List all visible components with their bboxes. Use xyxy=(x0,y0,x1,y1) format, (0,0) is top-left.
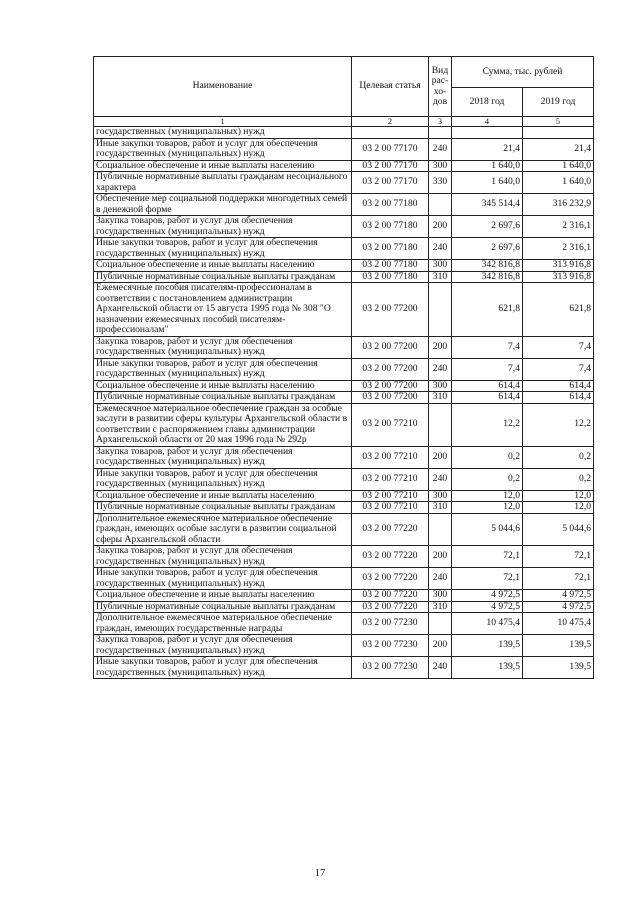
row-sum-2018: 5 044,6 xyxy=(452,513,523,546)
row-sum-2019: 621,8 xyxy=(523,283,594,337)
row-name: Публичные нормативные социальные выплаты гражданам xyxy=(94,502,352,514)
row-sum-2019: 0,2 xyxy=(523,446,594,468)
row-target-article: 03 2 00 77220 xyxy=(352,546,429,568)
row-sum-2018: 0,2 xyxy=(452,446,523,468)
row-sum-2019: 139,5 xyxy=(523,657,594,679)
row-sum-2018: 72,1 xyxy=(452,568,523,590)
row-target-article: 03 2 00 77170 xyxy=(352,160,429,172)
row-expense-type: 310 xyxy=(429,601,452,613)
row-sum-2019: 1 640,0 xyxy=(523,160,594,172)
row-expense-type: 300 xyxy=(429,160,452,172)
table-row xyxy=(94,468,594,490)
row-name: Публичные нормативные выплаты гражданам несоциального характера xyxy=(94,172,352,194)
table-row xyxy=(94,238,594,260)
table-row xyxy=(94,657,594,679)
row-name: Закупка товаров, работ и услуг для обеспечения государственных (муниципальных) нужд xyxy=(94,446,352,468)
table-row xyxy=(94,546,594,568)
row-expense-type xyxy=(429,283,452,337)
row-target-article: 03 2 00 77210 xyxy=(352,403,429,446)
row-name: государственных (муниципальных) нужд xyxy=(94,127,352,139)
row-sum-2018: 4 972,5 xyxy=(452,601,523,613)
header-target-article: Целевая статья xyxy=(352,57,429,117)
row-target-article: 03 2 00 77220 xyxy=(352,568,429,590)
row-target-article: 03 2 00 77230 xyxy=(352,613,429,635)
row-name: Иные закупки товаров, работ и услуг для обеспечения государственных (муниципальных) нужд xyxy=(94,138,352,160)
row-expense-type: 240 xyxy=(429,138,452,160)
row-expense-type: 200 xyxy=(429,216,452,238)
row-expense-type: 310 xyxy=(429,392,452,404)
table-row xyxy=(94,283,594,337)
row-target-article: 03 2 00 77180 xyxy=(352,238,429,260)
row-target-article: 03 2 00 77220 xyxy=(352,590,429,602)
row-target-article: 03 2 00 77180 xyxy=(352,216,429,238)
row-expense-type: 240 xyxy=(429,358,452,380)
table-row xyxy=(94,216,594,238)
table-row xyxy=(94,403,594,446)
row-expense-type: 240 xyxy=(429,657,452,679)
row-target-article: 03 2 00 77200 xyxy=(352,392,429,404)
row-sum-2018: 12,0 xyxy=(452,490,523,502)
row-sum-2018: 12,0 xyxy=(452,502,523,514)
row-sum-2018: 10 475,4 xyxy=(452,613,523,635)
row-name: Социальное обеспечение и иные выплаты населению xyxy=(94,160,352,172)
row-expense-type: 310 xyxy=(429,502,452,514)
row-name: Дополнительное ежемесячное материальное обеспечение граждан, имеющих особые заслуги в развитии социальной сферы Архангельской области xyxy=(94,513,352,546)
row-target-article: 03 2 00 77210 xyxy=(352,490,429,502)
row-sum-2018: 342 816,8 xyxy=(452,260,523,272)
row-target-article: 03 2 00 77200 xyxy=(352,380,429,392)
table-row xyxy=(94,127,594,139)
row-sum-2019: 4 972,5 xyxy=(523,601,594,613)
header-year-2018: 2018 год xyxy=(452,88,523,117)
row-target-article: 03 2 00 77210 xyxy=(352,468,429,490)
row-name: Ежемесячное материальное обеспечение граждан за особые заслуги в развитии сферы культуры Архангельской области в соответствии с распоряжением главы администрации Архангельской области от 20 мая 1996 года № 292р xyxy=(94,403,352,446)
row-name: Дополнительное ежемесячное материальное обеспечение граждан, имеющих государственные награды xyxy=(94,613,352,635)
table-row xyxy=(94,635,594,657)
row-expense-type: 330 xyxy=(429,172,452,194)
row-expense-type: 300 xyxy=(429,490,452,502)
table-row xyxy=(94,490,594,502)
budget-table xyxy=(93,56,594,679)
row-sum-2018: 7,4 xyxy=(452,336,523,358)
table-row xyxy=(94,392,594,404)
row-target-article: 03 2 00 77180 xyxy=(352,271,429,283)
row-expense-type: 200 xyxy=(429,546,452,568)
table-row xyxy=(94,194,594,216)
table-row xyxy=(94,271,594,283)
row-sum-2019: 12,0 xyxy=(523,490,594,502)
table-body xyxy=(94,127,594,679)
row-expense-type: 240 xyxy=(429,238,452,260)
row-expense-type: 200 xyxy=(429,446,452,468)
row-target-article: 03 2 00 77180 xyxy=(352,260,429,272)
row-sum-2018: 7,4 xyxy=(452,358,523,380)
table-row xyxy=(94,502,594,514)
row-target-article: 03 2 00 77220 xyxy=(352,513,429,546)
row-name: Социальное обеспечение и иные выплаты населению xyxy=(94,590,352,602)
table-row xyxy=(94,138,594,160)
row-expense-type: 310 xyxy=(429,271,452,283)
row-sum-2018: 345 514,4 xyxy=(452,194,523,216)
row-sum-2018: 0,2 xyxy=(452,468,523,490)
table-row xyxy=(94,172,594,194)
column-numbers-row xyxy=(94,117,594,127)
row-sum-2018: 12,2 xyxy=(452,403,523,446)
row-sum-2018: 139,5 xyxy=(452,635,523,657)
row-expense-type: 240 xyxy=(429,568,452,590)
table-row xyxy=(94,590,594,602)
row-sum-2019: 10 475,4 xyxy=(523,613,594,635)
row-target-article xyxy=(352,127,429,139)
row-expense-type xyxy=(429,513,452,546)
row-expense-type: 240 xyxy=(429,468,452,490)
column-number: 1 xyxy=(94,117,352,127)
table-row xyxy=(94,568,594,590)
row-sum-2018: 342 816,8 xyxy=(452,271,523,283)
column-number: 5 xyxy=(523,117,594,127)
row-name: Ежемесячные пособия писателям-профессионалам в соответствии с постановлением администрации Архангельской области от 15 августа 1995 года № 308 "О назначении ежемесячных пособий писателям-профессионалам" xyxy=(94,283,352,337)
row-sum-2019: 2 316,1 xyxy=(523,216,594,238)
row-name: Публичные нормативные социальные выплаты гражданам xyxy=(94,271,352,283)
row-sum-2019: 12,2 xyxy=(523,403,594,446)
row-target-article: 03 2 00 77210 xyxy=(352,446,429,468)
header-sum: Сумма, тыс. рублей xyxy=(452,57,594,88)
table-row xyxy=(94,446,594,468)
header-year-2019: 2019 год xyxy=(523,88,594,117)
row-sum-2018: 4 972,5 xyxy=(452,590,523,602)
row-sum-2019: 614,4 xyxy=(523,380,594,392)
row-name: Иные закупки товаров, работ и услуг для обеспечения государственных (муниципальных) нужд xyxy=(94,568,352,590)
row-sum-2018: 614,4 xyxy=(452,380,523,392)
row-name: Публичные нормативные социальные выплаты гражданам xyxy=(94,601,352,613)
row-sum-2018: 2 697,6 xyxy=(452,216,523,238)
table-row xyxy=(94,380,594,392)
row-sum-2019: 313 916,8 xyxy=(523,260,594,272)
row-name: Обеспечение мер социальной поддержки многодетных семей в денежной форме xyxy=(94,194,352,216)
row-sum-2019: 7,4 xyxy=(523,336,594,358)
row-name: Иные закупки товаров, работ и услуг для обеспечения государственных (муниципальных) нужд xyxy=(94,468,352,490)
table-row xyxy=(94,513,594,546)
row-sum-2018: 139,5 xyxy=(452,657,523,679)
row-target-article: 03 2 00 77220 xyxy=(352,601,429,613)
row-sum-2019: 614,4 xyxy=(523,392,594,404)
row-target-article: 03 2 00 77200 xyxy=(352,283,429,337)
column-number: 2 xyxy=(352,117,429,127)
row-expense-type: 200 xyxy=(429,336,452,358)
row-expense-type xyxy=(429,127,452,139)
row-name: Иные закупки товаров, работ и услуг для обеспечения государственных (муниципальных) нужд xyxy=(94,358,352,380)
row-sum-2019: 72,1 xyxy=(523,546,594,568)
row-sum-2019: 2 316,1 xyxy=(523,238,594,260)
row-name: Публичные нормативные социальные выплаты гражданам xyxy=(94,392,352,404)
row-sum-2018: 2 697,6 xyxy=(452,238,523,260)
row-target-article: 03 2 00 77230 xyxy=(352,635,429,657)
row-expense-type xyxy=(429,613,452,635)
table-row xyxy=(94,160,594,172)
row-expense-type: 300 xyxy=(429,590,452,602)
row-target-article: 03 2 00 77210 xyxy=(352,502,429,514)
row-target-article: 03 2 00 77180 xyxy=(352,194,429,216)
header-expense-type: Вид рас- хо- дов xyxy=(429,57,452,117)
row-sum-2019: 316 232,9 xyxy=(523,194,594,216)
row-name: Социальное обеспечение и иные выплаты населению xyxy=(94,380,352,392)
row-target-article: 03 2 00 77170 xyxy=(352,172,429,194)
table-row xyxy=(94,613,594,635)
row-target-article: 03 2 00 77200 xyxy=(352,358,429,380)
row-name: Социальное обеспечение и иные выплаты населению xyxy=(94,490,352,502)
row-sum-2019: 313 916,8 xyxy=(523,271,594,283)
row-expense-type xyxy=(429,403,452,446)
row-sum-2019: 7,4 xyxy=(523,358,594,380)
row-name: Закупка товаров, работ и услуг для обеспечения государственных (муниципальных) нужд xyxy=(94,635,352,657)
table-row xyxy=(94,336,594,358)
row-sum-2019: 4 972,5 xyxy=(523,590,594,602)
row-name: Иные закупки товаров, работ и услуг для обеспечения государственных (муниципальных) нужд xyxy=(94,657,352,679)
row-sum-2018: 1 640,0 xyxy=(452,172,523,194)
row-sum-2018 xyxy=(452,127,523,139)
row-expense-type: 300 xyxy=(429,380,452,392)
row-name: Социальное обеспечение и иные выплаты населению xyxy=(94,260,352,272)
row-sum-2018: 21,4 xyxy=(452,138,523,160)
row-sum-2019: 5 044,6 xyxy=(523,513,594,546)
row-target-article: 03 2 00 77170 xyxy=(352,138,429,160)
row-sum-2018: 1 640,0 xyxy=(452,160,523,172)
row-sum-2019: 139,5 xyxy=(523,635,594,657)
page-number: 17 xyxy=(314,868,326,879)
row-name: Закупка товаров, работ и услуг для обеспечения государственных (муниципальных) нужд xyxy=(94,216,352,238)
row-sum-2018: 621,8 xyxy=(452,283,523,337)
row-expense-type: 200 xyxy=(429,635,452,657)
row-sum-2019: 0,2 xyxy=(523,468,594,490)
table-row xyxy=(94,358,594,380)
row-name: Закупка товаров, работ и услуг для обеспечения государственных (муниципальных) нужд xyxy=(94,336,352,358)
row-target-article: 03 2 00 77200 xyxy=(352,336,429,358)
row-name: Иные закупки товаров, работ и услуг для обеспечения государственных (муниципальных) нужд xyxy=(94,238,352,260)
column-number: 4 xyxy=(452,117,523,127)
row-sum-2019: 1 640,0 xyxy=(523,172,594,194)
row-sum-2019 xyxy=(523,127,594,139)
row-sum-2019: 21,4 xyxy=(523,138,594,160)
row-sum-2018: 72,1 xyxy=(452,546,523,568)
row-sum-2019: 72,1 xyxy=(523,568,594,590)
table-row xyxy=(94,260,594,272)
row-expense-type xyxy=(429,194,452,216)
row-sum-2018: 614,4 xyxy=(452,392,523,404)
row-name: Закупка товаров, работ и услуг для обеспечения государственных (муниципальных) нужд xyxy=(94,546,352,568)
column-number: 3 xyxy=(429,117,452,127)
table-row xyxy=(94,601,594,613)
row-sum-2019: 12,0 xyxy=(523,502,594,514)
row-target-article: 03 2 00 77230 xyxy=(352,657,429,679)
row-expense-type: 300 xyxy=(429,260,452,272)
header-name: Наименование xyxy=(94,57,352,117)
